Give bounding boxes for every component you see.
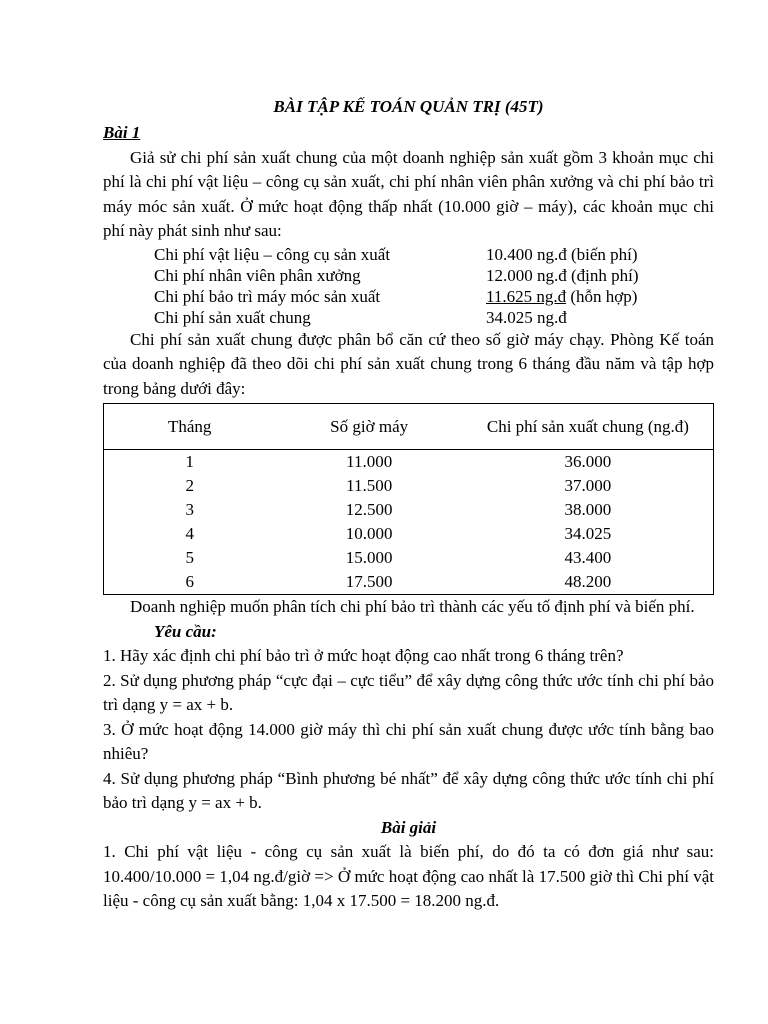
cost-item [103,307,714,328]
table-row [104,450,714,475]
cost-amount: 34.025 ng.đ [486,307,567,327]
table-cell: 2 [185,476,194,495]
cost-name: Chi phí vật liệu – công cụ sản xuất [154,244,391,264]
table-cell: 11.500 [346,476,393,495]
table-cell: 15.000 [345,548,393,567]
solution-paragraph: 1. Chi phí vật liệu - công cụ sản xuất là biến phí, do đó ta có đơn giá như sau: 10.400/10.000 = 1,04 ng.đ/giờ => Ở mức hoạt động cao nhất là 17.500 giờ thì Chi phí vật liệu - công cụ sản xuất bằng: 1,04 x 17.500 = 18.200 ng.đ. [103,842,714,910]
column-header-month: Tháng [104,404,276,450]
table-cell: 12.500 [345,500,393,519]
cost-note: (hỗn hợp) [570,286,638,306]
table-cell: 10.000 [345,524,393,543]
table-row [104,570,714,595]
table-row [104,498,714,522]
table-cell: 17.500 [345,572,393,591]
column-header-machine-hours: Số giờ máy [275,404,462,450]
requirement-item: 2. Sử dụng phương pháp “cực đại – cực tiểu” để xây dựng công thức ước tính chi phí bảo trì dạng y = ax + b. [103,670,714,714]
table-cell: 5 [185,548,194,567]
table-cell: 1 [185,452,194,471]
solution-heading: Bài giải [380,817,437,837]
requirement-item: 3. Ở mức hoạt động 14.000 giờ máy thì chi phí sản xuất chung được ước tính bằng bao nhiêu? [103,719,714,763]
overhead-cost-table [103,403,714,595]
table-cell: 34.025 [564,524,612,543]
cost-amount: 12.000 ng.đ [486,265,567,285]
table-cell: 6 [185,572,194,591]
table-cell: 48.200 [564,572,612,591]
analysis-paragraph: Doanh nghiệp muốn phân tích chi phí bảo trì thành các yếu tố định phí và biến phí. [130,597,695,616]
cost-note: (định phí) [571,265,639,285]
data-intro-paragraph: Chi phí sản xuất chung được phân bổ căn cứ theo số giờ máy chạy. Phòng Kế toán của doanh nghiệp đã theo dõi chi phí sản xuất chung trong 6 tháng đầu năm và tập hợp trong bảng dưới đây: [103,329,714,398]
table-cell: 4 [185,524,194,543]
cost-amount: 10.400 ng.đ [486,244,567,264]
document-page [103,95,714,914]
cost-name: Chi phí bảo trì máy móc sản xuất [154,286,381,306]
cost-item [103,244,714,265]
table-row [104,522,714,546]
table-cell: 43.400 [564,548,612,567]
table-cell: 3 [185,500,194,519]
table-cell: 11.000 [346,452,393,471]
column-header-overhead-cost: Chi phí sản xuất chung (ng.đ) [463,404,714,450]
cost-amount: 11.625 ng.đ [486,286,567,306]
cost-note: (biến phí) [571,244,638,264]
table-header-row [104,404,714,450]
table-cell: 38.000 [564,500,612,519]
cost-item [103,265,714,286]
document-title: BÀI TẬP KẾ TOÁN QUẢN TRỊ (45T) [273,97,544,116]
table-cell: 37.000 [564,476,612,495]
requirement-item: 4. Sử dụng phương pháp “Bình phương bé nhất” để xây dựng công thức ước tính chi phí bảo trì dạng y = ax + b. [103,768,714,812]
cost-item [103,286,714,307]
section-heading: Bài 1 [103,123,141,142]
cost-name: Chi phí sản xuất chung [154,307,311,327]
table-row [104,546,714,570]
cost-list [103,244,714,328]
requirements-heading: Yêu cầu: [154,621,217,641]
intro-paragraph: Giả sử chi phí sản xuất chung của một doanh nghiệp sản xuất gồm 3 khoản mục chi phí là chi phí vật liệu – công cụ sản xuất, chi phí nhân viên phân xưởng và chi phí bảo trì máy móc sản xuất. Ở mức hoạt động thấp nhất (10.000 giờ – máy), các khoản mục chi phí này phát sinh như sau: [103,147,714,240]
requirement-item: 1. Hãy xác định chi phí bảo trì ở mức hoạt động cao nhất trong 6 tháng trên? [103,646,624,665]
table-cell: 36.000 [564,452,612,471]
cost-name: Chi phí nhân viên phân xưởng [154,265,361,285]
table-row [104,474,714,498]
